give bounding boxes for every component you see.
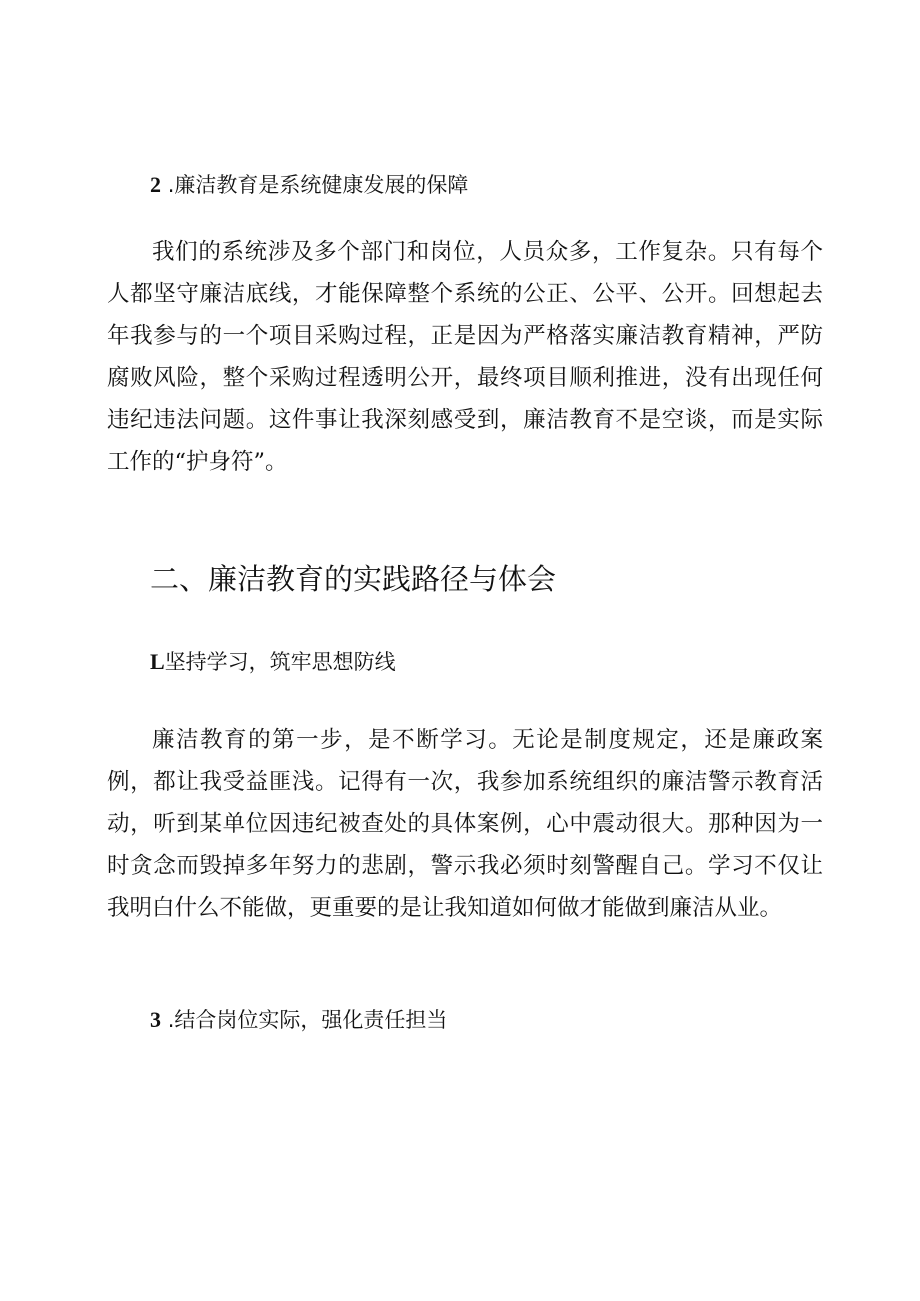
subheading-title: 坚持学习，筑牢思想防线 — [164, 650, 396, 674]
subheading-number: 3 — [150, 1007, 161, 1032]
body-paragraph-2: 廉洁教育的第一步，是不断学习。无论是制度规定，还是廉政案例，都让我受益匪浅。记得有一次，我参加系统组织的廉洁警示教育活动，听到某单位因违纪被查处的具体案例，心中震动很大。那种因为一时贪念而毁掉多年努力的悲剧，警示我必须时刻警醒自己。学习不仅让我明白什么不能做，更重要的是让我知道如何做才能做到廉洁从业。 — [107, 727, 823, 921]
subheading-item-2 — [150, 170, 468, 200]
subheading-item-3 — [150, 1005, 447, 1035]
body-paragraph-1: 我们的系统涉及多个部门和岗位，人员众多，工作复杂。只有每个人都坚守廉洁底线，才能保障整个系统的公正、公平、公开。回想起去年我参与的一个项目采购过程，正是因为严格落实廉洁教育精神，严防腐败风险，整个采购过程透明公开，最终项目顺利推进，没有出现任何违纪违法问题。这件事让我深刻感受到，廉洁教育不是空谈，而是实际工作的“护身符”。 — [107, 239, 823, 475]
subheading-number: L — [150, 649, 165, 674]
subheading-item-1 — [150, 647, 396, 677]
subheading-number: 2 — [150, 172, 161, 197]
subheading-title: .廉洁教育是系统健康发展的保障 — [167, 173, 469, 197]
section-heading: 二、廉洁教育的实践路径与体会 — [150, 562, 557, 596]
subheading-title: .结合岗位实际，强化责任担当 — [167, 1008, 448, 1032]
